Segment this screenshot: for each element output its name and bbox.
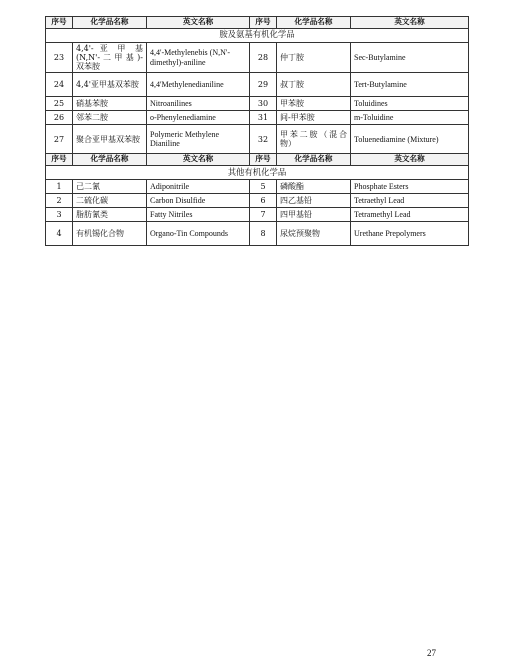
- column-header: 化学品名称: [277, 17, 351, 29]
- row-number: 30: [250, 97, 277, 111]
- row-number: 29: [250, 73, 277, 97]
- english-name: Tetramethyl Lead: [351, 208, 469, 222]
- english-name: Toluidines: [351, 97, 469, 111]
- chemical-list-table: [45, 16, 469, 246]
- row-number: 1: [46, 180, 73, 194]
- row-number: 5: [250, 180, 277, 194]
- english-name: Adiponitrile: [147, 180, 250, 194]
- table-row: [46, 180, 469, 194]
- row-number: 23: [46, 42, 73, 73]
- column-header: 序号: [46, 17, 73, 29]
- chinese-name: 甲苯二胺（混合物）: [277, 125, 351, 154]
- section-heading-row: [46, 28, 469, 42]
- row-number: 27: [46, 125, 73, 154]
- chinese-name: 脂肪氰类: [73, 208, 147, 222]
- chinese-name: 叔丁胺: [277, 73, 351, 97]
- table-row: [46, 111, 469, 125]
- column-header: 化学品名称: [73, 17, 147, 29]
- table-row: [46, 222, 469, 246]
- column-header: 序号: [250, 17, 277, 29]
- chinese-name: 有机锡化合物: [73, 222, 147, 246]
- table-row: [46, 42, 469, 73]
- english-name: Organo-Tin Compounds: [147, 222, 250, 246]
- chinese-name: 甲苯胺: [277, 97, 351, 111]
- column-header: 英文名称: [147, 154, 250, 166]
- english-name: Fatty Nitriles: [147, 208, 250, 222]
- english-name: m-Toluidine: [351, 111, 469, 125]
- column-header: 化学品名称: [277, 154, 351, 166]
- header-row-repeat: [46, 154, 469, 166]
- english-name: Toluenediamine (Mixture): [351, 125, 469, 154]
- table-row: [46, 208, 469, 222]
- section-title: 其他有机化学品: [46, 166, 469, 180]
- row-number: 7: [250, 208, 277, 222]
- row-number: 28: [250, 42, 277, 73]
- chinese-name: 四甲基铅: [277, 208, 351, 222]
- chinese-name: 磷酸酯: [277, 180, 351, 194]
- column-header: 化学品名称: [73, 154, 147, 166]
- english-name: 4,4'-Methylenebis (N,N'-dimethyl)-aniline: [147, 42, 250, 73]
- chinese-name: 聚合亚甲基双苯胺: [73, 125, 147, 154]
- english-name: Polymeric Methylene Dianiline: [147, 125, 250, 154]
- row-number: 24: [46, 73, 73, 97]
- chinese-name: 邻苯二胺: [73, 111, 147, 125]
- english-name: Sec-Butylamine: [351, 42, 469, 73]
- english-name: Nitroanilines: [147, 97, 250, 111]
- chinese-name: 硝基苯胺: [73, 97, 147, 111]
- column-header: 序号: [250, 154, 277, 166]
- row-number: 26: [46, 111, 73, 125]
- row-number: 32: [250, 125, 277, 154]
- column-header: 英文名称: [351, 154, 469, 166]
- chinese-name: 4,4'亚甲基双苯胺: [73, 73, 147, 97]
- row-number: 25: [46, 97, 73, 111]
- column-header: 英文名称: [147, 17, 250, 29]
- english-name: Carbon Disulfide: [147, 194, 250, 208]
- chinese-name: 间-甲苯胺: [277, 111, 351, 125]
- section-title: 胺及氨基有机化学品: [46, 28, 469, 42]
- table-row: [46, 73, 469, 97]
- chinese-name: 己二氰: [73, 180, 147, 194]
- chinese-name: 尿烷预聚物: [277, 222, 351, 246]
- column-header: 英文名称: [351, 17, 469, 29]
- page-number: 27: [427, 648, 436, 658]
- row-number: 2: [46, 194, 73, 208]
- chinese-name: 4,4'- 亚 甲 基 (N,N'- 二 甲 基 )- 双苯胺: [73, 42, 147, 73]
- chinese-name: 二硫化碳: [73, 194, 147, 208]
- table-row: [46, 194, 469, 208]
- table-row: [46, 97, 469, 111]
- english-name: Tert-Butylamine: [351, 73, 469, 97]
- row-number: 6: [250, 194, 277, 208]
- column-header: 序号: [46, 154, 73, 166]
- row-number: 4: [46, 222, 73, 246]
- english-name: 4,4'Methylenedianiline: [147, 73, 250, 97]
- row-number: 8: [250, 222, 277, 246]
- table-row: [46, 125, 469, 154]
- chinese-name: 四乙基铅: [277, 194, 351, 208]
- english-name: o-Phenylenediamine: [147, 111, 250, 125]
- chinese-name: 仲丁胺: [277, 42, 351, 73]
- row-number: 3: [46, 208, 73, 222]
- english-name: Tetraethyl Lead: [351, 194, 469, 208]
- row-number: 31: [250, 111, 277, 125]
- section-heading-row: [46, 166, 469, 180]
- english-name: Phosphate Esters: [351, 180, 469, 194]
- header-row: [46, 17, 469, 29]
- english-name: Urethane Prepolymers: [351, 222, 469, 246]
